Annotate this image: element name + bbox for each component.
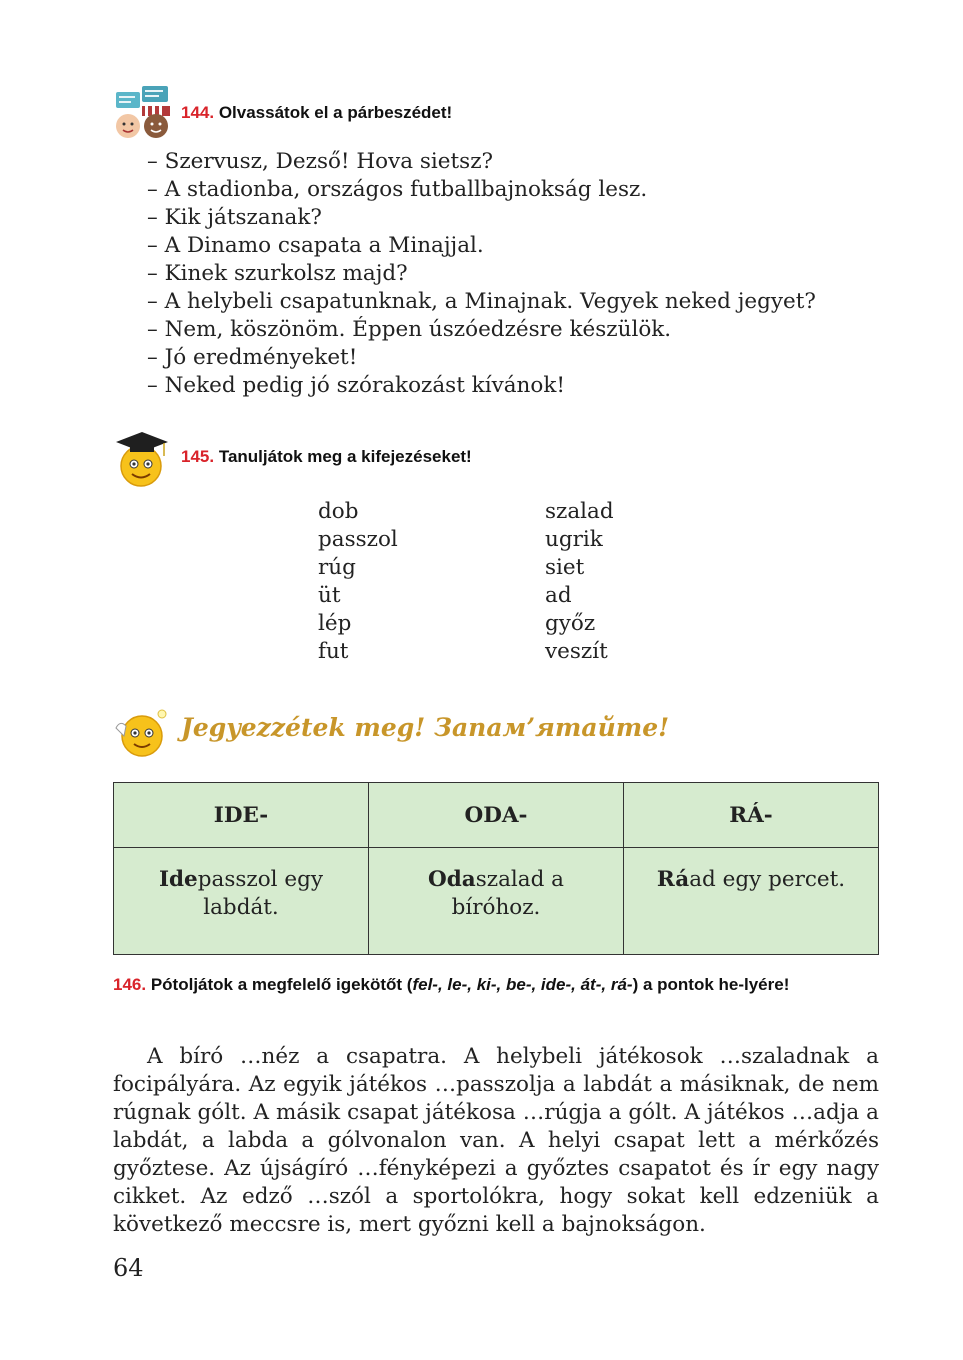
exercise-number: 145.	[181, 447, 215, 466]
dialogue-line: – Neked pedig jó szórakozást kívánok!	[147, 373, 565, 398]
table-row	[114, 848, 879, 955]
example-rest: szalad a bíróhoz.	[451, 867, 564, 920]
dialogue-kids-icon	[112, 84, 172, 142]
word-item: ad	[545, 583, 572, 608]
exercise-144-heading	[181, 103, 452, 123]
prefix-bold: Ide	[158, 867, 198, 892]
table-header-row	[114, 783, 879, 848]
table-header-cell: RÁ-	[624, 783, 879, 848]
word-column-right	[545, 498, 614, 666]
exercise-number: 146.	[113, 975, 147, 994]
idea-smiley-icon	[112, 706, 172, 760]
prefix-bold: Oda	[428, 867, 476, 892]
example-rest: passzol egy labdát.	[197, 867, 324, 920]
word-item: dob	[318, 499, 359, 524]
page-number: 64	[113, 1254, 144, 1282]
dialogue-line: – Jó eredményeket!	[147, 345, 358, 370]
dialogue-line: – A stadionba, országos futballbajnokság lesz.	[147, 177, 648, 202]
table-cell	[624, 848, 879, 955]
exercise-146-paragraph: A bíró …néz a csapatra. A helybeli játékosok …szaladnak a focipályára. Az egyik játékos …passzolja a labdát a másiknak, de nem rúgnak gólt. A másik csapat játékosa …rúgja a gólt. A játékos …adja a labdát, a labda a gólvonalon van. A helyi csapat lett a mérkőzés győztese. Az újságíró …fényképezi a győztes csapatot és ír egy nagy cikket. Az edző …szól a sportolókra, hogy sokat kell edzeniük a következő meccsre is, mert győzni kell a bajnokságon.	[113, 1044, 879, 1237]
prefix-bold: Rá	[656, 867, 690, 892]
dialogue-line: – Szervusz, Dezső! Hova sietsz?	[147, 149, 494, 174]
exercise-text-after: ) a pontok he-lyére!	[632, 975, 790, 994]
dialogue-list	[147, 148, 816, 400]
exercise-title: Tanuljátok meg a kifejezéseket!	[218, 447, 472, 466]
word-item: fut	[318, 639, 349, 664]
exercise-number: 144.	[181, 103, 215, 122]
word-item: szalad	[545, 499, 614, 524]
exercise-title: Olvassátok el a párbeszédet!	[218, 103, 453, 122]
dialogue-line: – A helybeli csapatunknak, a Minajnak. Vegyek neked jegyet?	[147, 289, 816, 314]
dialogue-line: – Kinek szurkolsz majd?	[147, 261, 408, 286]
word-item: veszít	[545, 639, 608, 664]
word-item: lép	[318, 611, 352, 636]
word-column-left	[318, 498, 398, 666]
note-title: Jegyezzétek meg! Запам’ятайте!	[181, 713, 670, 742]
word-item: győz	[545, 611, 596, 636]
word-item: üt	[318, 583, 341, 608]
example-rest: ad egy percet.	[689, 867, 846, 892]
table-header-cell: ODA-	[369, 783, 624, 848]
word-item: ugrik	[545, 527, 603, 552]
table-cell	[369, 848, 624, 955]
table-cell	[114, 848, 369, 955]
graduation-smiley-icon	[112, 430, 170, 488]
exercise-text-before: Pótoljátok a megfelelő igekötőt (	[150, 975, 413, 994]
prefix-table	[113, 782, 879, 955]
table-header-cell: IDE-	[114, 783, 369, 848]
dialogue-line: – Kik játszanak?	[147, 205, 322, 230]
word-item: passzol	[318, 527, 398, 552]
prefix-list: fel-, le-, ki-, be-, ide-, át-, rá-	[412, 975, 633, 994]
dialogue-line: – Nem, köszönöm. Éppen úszóedzésre készülök.	[147, 317, 672, 342]
exercise-146-heading	[113, 973, 879, 997]
word-item: siet	[545, 555, 585, 580]
dialogue-line: – A Dinamo csapata a Minajjal.	[147, 233, 484, 258]
word-item: rúg	[318, 555, 356, 580]
exercise-145-heading	[181, 447, 472, 467]
